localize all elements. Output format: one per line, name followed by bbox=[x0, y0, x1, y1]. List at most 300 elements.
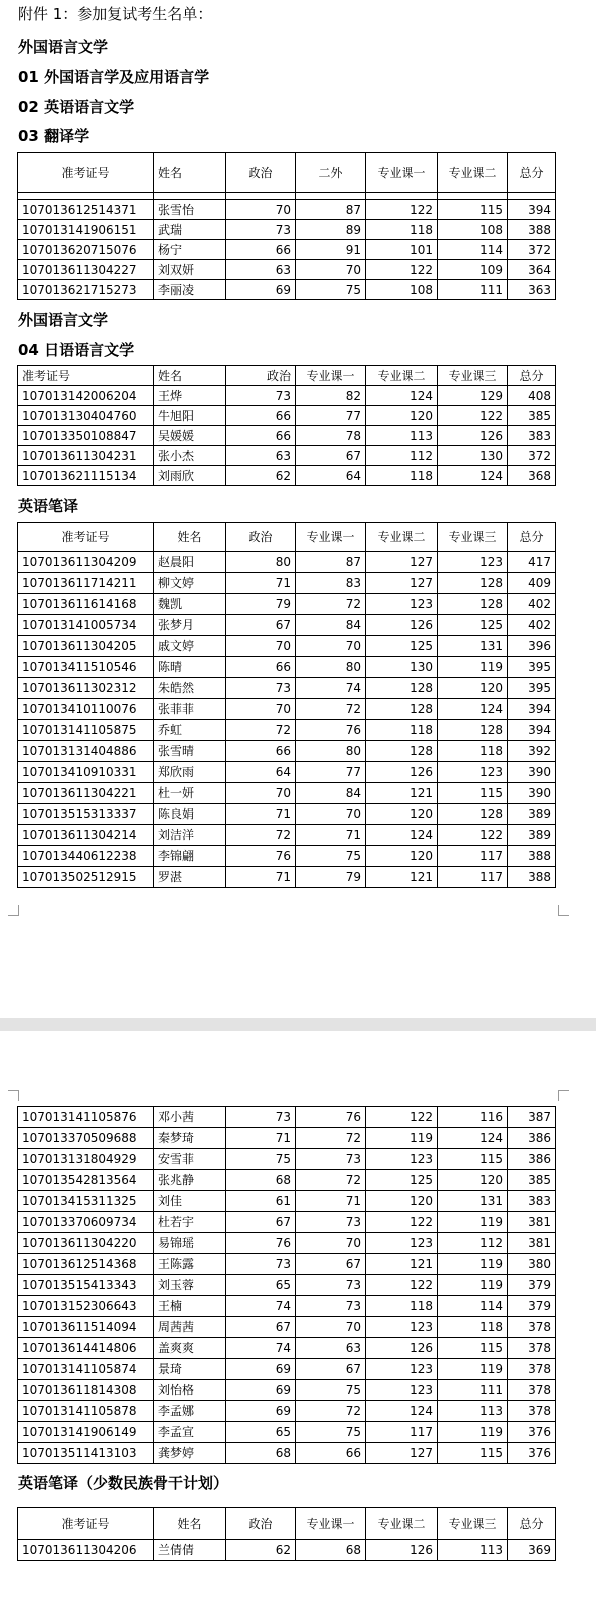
table-cell: 74 bbox=[226, 1296, 296, 1317]
table-cell: 73 bbox=[296, 1275, 366, 1296]
col-header: 专业课二 bbox=[366, 523, 438, 552]
table-cell: 刘洁洋 bbox=[154, 825, 226, 846]
table-cell: 390 bbox=[508, 783, 556, 804]
table-row bbox=[18, 1107, 556, 1128]
table-cell: 368 bbox=[508, 466, 556, 486]
col-header: 准考证号 bbox=[18, 523, 154, 552]
table-cell: 66 bbox=[226, 657, 296, 678]
table-cell: 67 bbox=[226, 1317, 296, 1338]
table-row bbox=[18, 552, 556, 573]
table-cell: 124 bbox=[366, 386, 438, 406]
table-cell: 376 bbox=[508, 1443, 556, 1464]
major-heading-04: 04 日语语言文学 bbox=[18, 341, 135, 359]
table-cell: 107013350108847 bbox=[18, 426, 154, 446]
page-title: 附件 1：参加复试考生名单： bbox=[18, 5, 213, 23]
table-cell: 70 bbox=[296, 804, 366, 825]
table-row bbox=[18, 678, 556, 699]
table-cell: 107013612514368 bbox=[18, 1254, 154, 1275]
table-cell: 107013611514094 bbox=[18, 1317, 154, 1338]
table-cell: 易锦瑶 bbox=[154, 1233, 226, 1254]
table-cell: 107013440612238 bbox=[18, 846, 154, 867]
table-cell: 107013142006204 bbox=[18, 386, 154, 406]
table-cell: 115 bbox=[438, 200, 508, 220]
table-cell: 107013611304227 bbox=[18, 260, 154, 280]
table-cell: 82 bbox=[296, 386, 366, 406]
table-cell: 118 bbox=[366, 220, 438, 240]
table-cell: 124 bbox=[366, 1401, 438, 1422]
table-cell: 409 bbox=[508, 573, 556, 594]
table-cell: 388 bbox=[508, 867, 556, 888]
table-cell: 73 bbox=[296, 1296, 366, 1317]
table-cell: 69 bbox=[226, 280, 296, 300]
table-cell: 武瑞 bbox=[154, 220, 226, 240]
table-cell: 84 bbox=[296, 783, 366, 804]
table-cell: 123 bbox=[438, 552, 508, 573]
table-row bbox=[18, 573, 556, 594]
table-cell: 77 bbox=[296, 762, 366, 783]
table-cell: 128 bbox=[438, 804, 508, 825]
table-cell: 101 bbox=[366, 240, 438, 260]
table-cell: 114 bbox=[438, 240, 508, 260]
table-bizhe bbox=[17, 522, 556, 888]
table-cell: 80 bbox=[226, 552, 296, 573]
table-cell: 张兆静 bbox=[154, 1170, 226, 1191]
col-header: 专业课一 bbox=[296, 366, 366, 386]
table-cell: 124 bbox=[438, 466, 508, 486]
table-cell: 124 bbox=[366, 825, 438, 846]
table-cell: 107013141906149 bbox=[18, 1422, 154, 1443]
table-bizhe-continued bbox=[17, 1106, 556, 1464]
table-cell: 70 bbox=[296, 260, 366, 280]
table-cell: 117 bbox=[438, 867, 508, 888]
table-cell: 127 bbox=[366, 573, 438, 594]
page-corner-mark bbox=[8, 905, 19, 916]
table-minority bbox=[17, 1507, 556, 1561]
table-cell: 117 bbox=[366, 1422, 438, 1443]
table-cell: 75 bbox=[296, 1380, 366, 1401]
table-cell: 罗湛 bbox=[154, 867, 226, 888]
table-cell: 刘佳 bbox=[154, 1191, 226, 1212]
table-cell: 72 bbox=[296, 1401, 366, 1422]
table-row bbox=[18, 406, 556, 426]
col-header: 政治 bbox=[226, 366, 296, 386]
table-cell: 68 bbox=[296, 1540, 366, 1561]
table-cell: 兰倩倩 bbox=[154, 1540, 226, 1561]
table-cell: 柳文婷 bbox=[154, 573, 226, 594]
table-cell: 71 bbox=[226, 1128, 296, 1149]
table-cell: 131 bbox=[438, 636, 508, 657]
table-cell: 128 bbox=[438, 594, 508, 615]
table-cell: 71 bbox=[296, 1191, 366, 1212]
table-cell: 125 bbox=[366, 636, 438, 657]
table-cell: 73 bbox=[296, 1149, 366, 1170]
table-cell: 378 bbox=[508, 1401, 556, 1422]
table-cell: 70 bbox=[226, 783, 296, 804]
table-cell: 107013502512915 bbox=[18, 867, 154, 888]
table-cell: 张雪晴 bbox=[154, 741, 226, 762]
table-cell: 68 bbox=[226, 1170, 296, 1191]
table-cell: 380 bbox=[508, 1254, 556, 1275]
table-cell: 62 bbox=[226, 1540, 296, 1561]
table-cell: 107013141105876 bbox=[18, 1107, 154, 1128]
table-cell: 378 bbox=[508, 1338, 556, 1359]
table-cell: 79 bbox=[296, 867, 366, 888]
table-cell: 乔虹 bbox=[154, 720, 226, 741]
table-cell: 126 bbox=[438, 426, 508, 446]
table-cell: 80 bbox=[296, 657, 366, 678]
table-cell: 128 bbox=[438, 720, 508, 741]
table-cell: 117 bbox=[438, 846, 508, 867]
table-japanese bbox=[17, 365, 556, 486]
table-cell: 372 bbox=[508, 446, 556, 466]
table-row bbox=[18, 762, 556, 783]
table-row bbox=[18, 1422, 556, 1443]
table-row bbox=[18, 1338, 556, 1359]
table-cell: 123 bbox=[366, 1233, 438, 1254]
table-cell: 381 bbox=[508, 1212, 556, 1233]
table-row bbox=[18, 1401, 556, 1422]
table-cell: 107013415311325 bbox=[18, 1191, 154, 1212]
table-cell: 王陈露 bbox=[154, 1254, 226, 1275]
table-cell: 66 bbox=[226, 426, 296, 446]
col-header: 专业课一 bbox=[296, 523, 366, 552]
table-cell: 107013611304231 bbox=[18, 446, 154, 466]
table-cell: 107013611302312 bbox=[18, 678, 154, 699]
table-cell: 378 bbox=[508, 1359, 556, 1380]
table-cell: 张雪怡 bbox=[154, 200, 226, 220]
table-cell: 364 bbox=[508, 260, 556, 280]
table-cell: 383 bbox=[508, 426, 556, 446]
table-row bbox=[18, 1359, 556, 1380]
table-cell: 61 bbox=[226, 1191, 296, 1212]
col-header: 专业课二 bbox=[438, 153, 508, 193]
table-cell: 112 bbox=[366, 446, 438, 466]
table-cell: 388 bbox=[508, 846, 556, 867]
table-cell: 73 bbox=[226, 1107, 296, 1128]
table-cell: 84 bbox=[296, 615, 366, 636]
table-cell: 392 bbox=[508, 741, 556, 762]
table-cell: 77 bbox=[296, 406, 366, 426]
table-cell: 107013141105874 bbox=[18, 1359, 154, 1380]
table-cell: 68 bbox=[226, 1443, 296, 1464]
table-cell: 123 bbox=[366, 1359, 438, 1380]
table-cell: 张菲菲 bbox=[154, 699, 226, 720]
table-cell: 126 bbox=[366, 762, 438, 783]
table-cell: 396 bbox=[508, 636, 556, 657]
table-cell: 80 bbox=[296, 741, 366, 762]
table-cell: 64 bbox=[296, 466, 366, 486]
table-cell: 张梦月 bbox=[154, 615, 226, 636]
table-row bbox=[18, 846, 556, 867]
table-cell: 67 bbox=[226, 1212, 296, 1233]
table-cell: 91 bbox=[296, 240, 366, 260]
table-cell: 115 bbox=[438, 1149, 508, 1170]
table-row bbox=[18, 1443, 556, 1464]
table-cell: 121 bbox=[366, 783, 438, 804]
table-cell: 73 bbox=[226, 1254, 296, 1275]
table-cell: 378 bbox=[508, 1317, 556, 1338]
table-cell: 76 bbox=[226, 846, 296, 867]
table-cell: 赵晨阳 bbox=[154, 552, 226, 573]
table-cell: 73 bbox=[226, 386, 296, 406]
table-cell: 118 bbox=[438, 741, 508, 762]
table-cell: 67 bbox=[296, 1254, 366, 1275]
table-cell: 刘雨欣 bbox=[154, 466, 226, 486]
table-cell: 76 bbox=[226, 1233, 296, 1254]
table-cell: 陈良娟 bbox=[154, 804, 226, 825]
table-cell: 107013611304206 bbox=[18, 1540, 154, 1561]
table-cell: 66 bbox=[226, 240, 296, 260]
table-cell: 394 bbox=[508, 720, 556, 741]
table-row bbox=[18, 466, 556, 486]
table-cell: 121 bbox=[366, 1254, 438, 1275]
table-cell: 120 bbox=[366, 406, 438, 426]
table-cell: 363 bbox=[508, 280, 556, 300]
table-cell: 381 bbox=[508, 1233, 556, 1254]
table-cell: 107013611304221 bbox=[18, 783, 154, 804]
table-cell: 63 bbox=[226, 446, 296, 466]
table-cell: 76 bbox=[296, 720, 366, 741]
table-cell: 70 bbox=[226, 636, 296, 657]
table-row bbox=[18, 1149, 556, 1170]
table-cell: 83 bbox=[296, 573, 366, 594]
table-row bbox=[18, 1212, 556, 1233]
table-cell: 119 bbox=[438, 1359, 508, 1380]
table-cell: 122 bbox=[366, 1212, 438, 1233]
table-cell: 127 bbox=[366, 552, 438, 573]
table-cell: 87 bbox=[296, 200, 366, 220]
table-row bbox=[18, 1380, 556, 1401]
table-cell: 115 bbox=[438, 1443, 508, 1464]
table-row bbox=[18, 1233, 556, 1254]
table-cell: 385 bbox=[508, 1170, 556, 1191]
table-cell: 72 bbox=[296, 1170, 366, 1191]
table-cell: 107013410910331 bbox=[18, 762, 154, 783]
table-row bbox=[18, 1296, 556, 1317]
table-cell: 78 bbox=[296, 426, 366, 446]
table-cell: 107013621115134 bbox=[18, 466, 154, 486]
table-cell: 125 bbox=[366, 1170, 438, 1191]
table-cell: 70 bbox=[296, 636, 366, 657]
table-cell: 73 bbox=[296, 1212, 366, 1233]
table-cell: 71 bbox=[226, 573, 296, 594]
col-header: 总分 bbox=[508, 1508, 556, 1540]
table-cell: 123 bbox=[366, 1380, 438, 1401]
table-cell: 刘玉蓉 bbox=[154, 1275, 226, 1296]
table-row bbox=[18, 1540, 556, 1561]
table-cell: 395 bbox=[508, 678, 556, 699]
table-cell: 107013611304209 bbox=[18, 552, 154, 573]
table-cell: 119 bbox=[438, 1422, 508, 1443]
table-cell: 130 bbox=[438, 446, 508, 466]
col-header: 专业课二 bbox=[366, 1508, 438, 1540]
table-cell: 66 bbox=[226, 741, 296, 762]
table-row bbox=[18, 615, 556, 636]
table-cell: 71 bbox=[226, 867, 296, 888]
table-cell: 朱皓然 bbox=[154, 678, 226, 699]
table-cell: 75 bbox=[296, 1422, 366, 1443]
table-cell: 408 bbox=[508, 386, 556, 406]
table-row bbox=[18, 1170, 556, 1191]
table-cell: 127 bbox=[366, 1443, 438, 1464]
table-cell: 118 bbox=[366, 720, 438, 741]
table-cell: 郑欣雨 bbox=[154, 762, 226, 783]
table-cell: 107013515413343 bbox=[18, 1275, 154, 1296]
table-cell: 89 bbox=[296, 220, 366, 240]
table-cell: 126 bbox=[366, 615, 438, 636]
table-cell: 394 bbox=[508, 200, 556, 220]
table-cell: 71 bbox=[296, 825, 366, 846]
col-header: 专业课三 bbox=[438, 366, 508, 386]
table-cell: 107013611304214 bbox=[18, 825, 154, 846]
table-cell: 107013611614168 bbox=[18, 594, 154, 615]
table-cell: 402 bbox=[508, 615, 556, 636]
table-cell: 129 bbox=[438, 386, 508, 406]
table-row bbox=[18, 594, 556, 615]
table-cell: 72 bbox=[296, 594, 366, 615]
table-cell: 107013614414806 bbox=[18, 1338, 154, 1359]
table-cell: 112 bbox=[438, 1233, 508, 1254]
table-cell: 63 bbox=[226, 260, 296, 280]
table-cell: 113 bbox=[438, 1401, 508, 1422]
table-cell: 387 bbox=[508, 1107, 556, 1128]
table-cell: 107013152306643 bbox=[18, 1296, 154, 1317]
table-cell: 122 bbox=[366, 1275, 438, 1296]
table-cell: 386 bbox=[508, 1149, 556, 1170]
table-cell: 秦梦琦 bbox=[154, 1128, 226, 1149]
table-row bbox=[18, 825, 556, 846]
table-cell: 417 bbox=[508, 552, 556, 573]
table-cell: 107013410110076 bbox=[18, 699, 154, 720]
table-cell: 杨宁 bbox=[154, 240, 226, 260]
table-cell: 107013370509688 bbox=[18, 1128, 154, 1149]
col-header: 专业课二 bbox=[366, 366, 438, 386]
table-cell: 107013141105878 bbox=[18, 1401, 154, 1422]
table-cell: 123 bbox=[366, 1317, 438, 1338]
table-cell: 107013411510546 bbox=[18, 657, 154, 678]
table-translation bbox=[17, 152, 556, 300]
table-cell: 71 bbox=[226, 804, 296, 825]
table-cell: 107013621715273 bbox=[18, 280, 154, 300]
table-cell: 72 bbox=[226, 720, 296, 741]
table-cell: 76 bbox=[296, 1107, 366, 1128]
table-cell: 107013611304205 bbox=[18, 636, 154, 657]
table-cell: 盖爽爽 bbox=[154, 1338, 226, 1359]
table-cell: 107013141005734 bbox=[18, 615, 154, 636]
col-header: 专业课三 bbox=[438, 1508, 508, 1540]
table-cell: 72 bbox=[226, 825, 296, 846]
table-cell: 119 bbox=[438, 1254, 508, 1275]
table-cell: 122 bbox=[366, 200, 438, 220]
col-header: 总分 bbox=[508, 366, 556, 386]
table-cell: 119 bbox=[438, 1275, 508, 1296]
table-row bbox=[18, 200, 556, 220]
major-heading-03: 03 翻译学 bbox=[18, 127, 90, 145]
table-cell: 刘双妍 bbox=[154, 260, 226, 280]
table-cell: 75 bbox=[296, 280, 366, 300]
table-row bbox=[18, 1275, 556, 1296]
table-cell: 385 bbox=[508, 406, 556, 426]
col-header: 政治 bbox=[226, 1508, 296, 1540]
table-cell: 72 bbox=[296, 1128, 366, 1149]
table-cell: 395 bbox=[508, 657, 556, 678]
col-header: 专业课三 bbox=[438, 523, 508, 552]
table-cell: 65 bbox=[226, 1275, 296, 1296]
table-cell: 122 bbox=[438, 406, 508, 426]
table-cell: 109 bbox=[438, 260, 508, 280]
table-cell: 122 bbox=[438, 825, 508, 846]
table-cell: 107013141906151 bbox=[18, 220, 154, 240]
table-cell: 389 bbox=[508, 825, 556, 846]
table-cell: 123 bbox=[366, 594, 438, 615]
table-cell: 陈晴 bbox=[154, 657, 226, 678]
table-cell: 111 bbox=[438, 280, 508, 300]
table-cell: 383 bbox=[508, 1191, 556, 1212]
table-cell: 122 bbox=[366, 1107, 438, 1128]
table-cell: 李锦翩 bbox=[154, 846, 226, 867]
section-heading-bizhe: 英语笔译 bbox=[18, 497, 79, 515]
col-header: 姓名 bbox=[154, 153, 226, 193]
table-cell: 邓小茜 bbox=[154, 1107, 226, 1128]
col-header: 准考证号 bbox=[18, 1508, 154, 1540]
table-cell: 87 bbox=[296, 552, 366, 573]
table-cell: 402 bbox=[508, 594, 556, 615]
section-heading-minority: 英语笔译（少数民族骨干计划） bbox=[18, 1474, 229, 1492]
table-cell: 123 bbox=[366, 1149, 438, 1170]
table-cell: 戚文婷 bbox=[154, 636, 226, 657]
table-cell: 李孟娜 bbox=[154, 1401, 226, 1422]
table-cell: 周茜茜 bbox=[154, 1317, 226, 1338]
table-cell: 67 bbox=[226, 615, 296, 636]
table-cell: 李丽凌 bbox=[154, 280, 226, 300]
table-cell: 113 bbox=[366, 426, 438, 446]
table-cell: 79 bbox=[226, 594, 296, 615]
table-cell: 王楠 bbox=[154, 1296, 226, 1317]
col-header: 总分 bbox=[508, 153, 556, 193]
table-cell: 107013612514371 bbox=[18, 200, 154, 220]
table-cell: 107013620715076 bbox=[18, 240, 154, 260]
table-cell: 107013611714211 bbox=[18, 573, 154, 594]
table-cell: 386 bbox=[508, 1128, 556, 1149]
table-cell: 李孟宣 bbox=[154, 1422, 226, 1443]
table-cell: 107013131404886 bbox=[18, 741, 154, 762]
table-cell: 118 bbox=[366, 1296, 438, 1317]
table-row bbox=[18, 783, 556, 804]
table-cell: 111 bbox=[438, 1380, 508, 1401]
table-cell: 128 bbox=[366, 741, 438, 762]
table-cell: 128 bbox=[366, 699, 438, 720]
col-header: 政治 bbox=[226, 153, 296, 193]
table-row bbox=[18, 867, 556, 888]
table-cell: 73 bbox=[226, 678, 296, 699]
table-cell: 107013515313337 bbox=[18, 804, 154, 825]
table-cell: 107013131804929 bbox=[18, 1149, 154, 1170]
table-cell: 74 bbox=[296, 678, 366, 699]
table-cell: 121 bbox=[366, 867, 438, 888]
table-cell: 吴媛媛 bbox=[154, 426, 226, 446]
col-header: 准考证号 bbox=[18, 153, 154, 193]
table-cell: 108 bbox=[366, 280, 438, 300]
table-cell: 69 bbox=[226, 1401, 296, 1422]
table-cell: 69 bbox=[226, 1380, 296, 1401]
table-row bbox=[18, 720, 556, 741]
table-cell: 123 bbox=[438, 762, 508, 783]
table-cell: 119 bbox=[438, 1212, 508, 1233]
table-cell: 118 bbox=[366, 466, 438, 486]
table-row bbox=[18, 804, 556, 825]
page-gap bbox=[0, 1018, 596, 1031]
table-cell: 119 bbox=[366, 1128, 438, 1149]
